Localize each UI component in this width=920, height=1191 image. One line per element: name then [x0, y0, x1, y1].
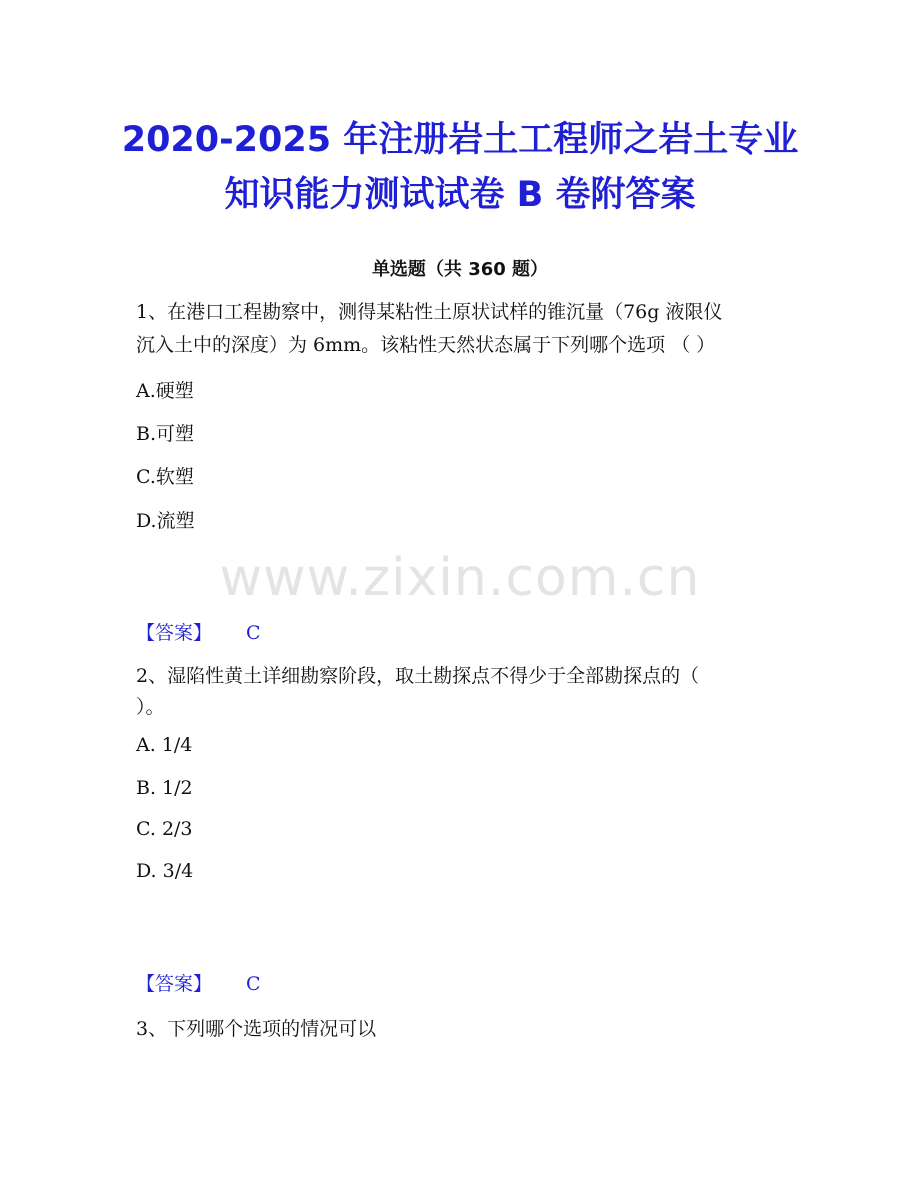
question-1-text-line-2: 沉入土中的深度）为 6mm。该粘性天然状态属于下列哪个选项 （ ）	[136, 334, 716, 356]
answer-label: 【答案】	[136, 622, 213, 644]
document-title-line-1: 2020-2025 年注册岩土工程师之岩土专业	[121, 120, 799, 160]
question-2-text-line-2: ）。	[136, 696, 165, 718]
question-1-option-b: B.可塑	[136, 423, 195, 445]
answer-value: C	[246, 973, 261, 995]
question-2-option-b: B. 1/2	[136, 777, 193, 799]
question-2-text-line-1: 2、湿陷性黄土详细勘察阶段，取土勘探点不得少于全部勘探点的（	[136, 665, 700, 687]
question-1-option-d: D.流塑	[136, 510, 195, 532]
question-2-option-a: A. 1/4	[136, 734, 193, 756]
answer-value: C	[246, 622, 261, 644]
question-1-option-a: A.硬塑	[136, 380, 194, 402]
question-1-text-line-1: 1、在港口工程勘察中，测得某粘性土原状试样的锥沉量（76g 液限仪	[136, 301, 723, 323]
question-3-text-line-1: 3、下列哪个选项的情况可以	[136, 1018, 377, 1040]
answer-label: 【答案】	[136, 973, 213, 995]
question-1-option-c: C.软塑	[136, 466, 194, 488]
question-2-option-d: D. 3/4	[136, 860, 194, 882]
question-1-answer	[136, 618, 261, 645]
section-heading: 单选题（共 360 题）	[371, 259, 549, 280]
question-2-answer	[136, 969, 261, 996]
document-title-line-2: 知识能力测试试卷 B 卷附答案	[224, 175, 696, 215]
question-2-option-c: C. 2/3	[136, 818, 193, 840]
watermark: www.zixin.com.cn	[219, 548, 701, 608]
